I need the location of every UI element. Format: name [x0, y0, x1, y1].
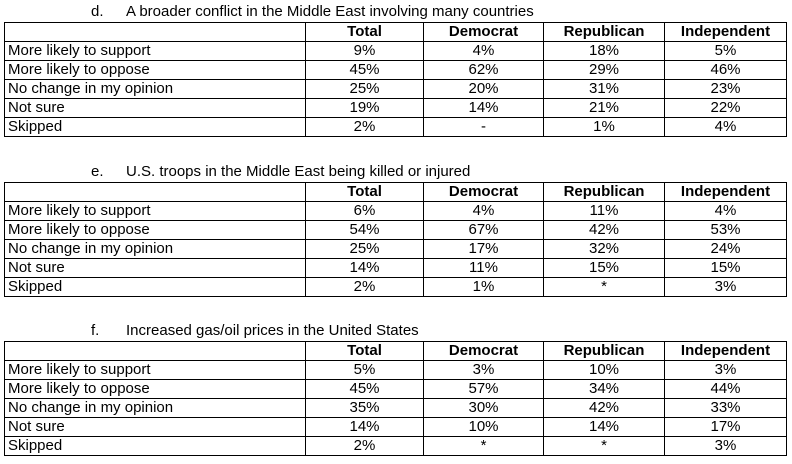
- cell-republican: 42%: [544, 399, 665, 418]
- table-row: [5, 80, 787, 99]
- cell-independent: 4%: [665, 118, 787, 137]
- cell-republican: 32%: [544, 240, 665, 259]
- section-letter: d.: [91, 3, 104, 20]
- cell-total: 25%: [306, 80, 424, 99]
- section-heading: [0, 321, 792, 341]
- header-democrat: Democrat: [424, 23, 544, 42]
- cell-total: 45%: [306, 61, 424, 80]
- cell-democrat: 3%: [424, 361, 544, 380]
- header-blank: [5, 23, 306, 42]
- cell-independent: 3%: [665, 278, 787, 297]
- header-republican: Republican: [544, 23, 665, 42]
- cell-democrat: 11%: [424, 259, 544, 278]
- row-label: Not sure: [5, 99, 306, 118]
- results-table: [4, 341, 787, 456]
- cell-total: 5%: [306, 361, 424, 380]
- cell-independent: 23%: [665, 80, 787, 99]
- cell-independent: 44%: [665, 380, 787, 399]
- cell-total: 14%: [306, 418, 424, 437]
- cell-democrat: 4%: [424, 42, 544, 61]
- header-independent: Independent: [665, 23, 787, 42]
- cell-independent: 46%: [665, 61, 787, 80]
- results-table: [4, 22, 787, 137]
- table-row: [5, 42, 787, 61]
- cell-independent: 4%: [665, 202, 787, 221]
- cell-democrat: 62%: [424, 61, 544, 80]
- row-label: No change in my opinion: [5, 80, 306, 99]
- cell-total: 6%: [306, 202, 424, 221]
- row-label: More likely to oppose: [5, 221, 306, 240]
- section-e: [0, 162, 792, 295]
- cell-independent: 24%: [665, 240, 787, 259]
- cell-democrat: 20%: [424, 80, 544, 99]
- table-row: [5, 202, 787, 221]
- header-blank: [5, 342, 306, 361]
- cell-democrat: 4%: [424, 202, 544, 221]
- header-total: Total: [306, 183, 424, 202]
- cell-republican: 11%: [544, 202, 665, 221]
- cell-democrat: 10%: [424, 418, 544, 437]
- table-row: [5, 118, 787, 137]
- row-label: Skipped: [5, 278, 306, 297]
- table-row: [5, 221, 787, 240]
- row-label: More likely to oppose: [5, 61, 306, 80]
- cell-democrat: 30%: [424, 399, 544, 418]
- section-f: [0, 321, 792, 454]
- section-letter: f.: [91, 322, 100, 339]
- section-d: [0, 2, 792, 135]
- section-title: A broader conflict in the Middle East involving many countries: [126, 3, 534, 20]
- cell-republican: *: [544, 278, 665, 297]
- section-letter: e.: [91, 163, 104, 180]
- cell-democrat: 1%: [424, 278, 544, 297]
- cell-total: 9%: [306, 42, 424, 61]
- cell-total: 2%: [306, 437, 424, 456]
- cell-republican: 10%: [544, 361, 665, 380]
- table-row: [5, 437, 787, 456]
- cell-total: 35%: [306, 399, 424, 418]
- section-heading: [0, 162, 792, 182]
- cell-total: 19%: [306, 99, 424, 118]
- table-row: [5, 278, 787, 297]
- cell-total: 2%: [306, 118, 424, 137]
- cell-republican: 15%: [544, 259, 665, 278]
- table-row: [5, 61, 787, 80]
- section-title: Increased gas/oil prices in the United States: [126, 322, 419, 339]
- cell-republican: 18%: [544, 42, 665, 61]
- row-label: More likely to support: [5, 361, 306, 380]
- header-total: Total: [306, 342, 424, 361]
- row-label: Skipped: [5, 437, 306, 456]
- header-row: [5, 183, 787, 202]
- cell-total: 14%: [306, 259, 424, 278]
- header-row: [5, 342, 787, 361]
- cell-democrat: 17%: [424, 240, 544, 259]
- cell-independent: 3%: [665, 437, 787, 456]
- cell-democrat: *: [424, 437, 544, 456]
- header-blank: [5, 183, 306, 202]
- table-row: [5, 99, 787, 118]
- cell-republican: *: [544, 437, 665, 456]
- table-row: [5, 259, 787, 278]
- cell-republican: 42%: [544, 221, 665, 240]
- header-republican: Republican: [544, 183, 665, 202]
- cell-independent: 22%: [665, 99, 787, 118]
- row-label: Not sure: [5, 418, 306, 437]
- cell-republican: 31%: [544, 80, 665, 99]
- row-label: No change in my opinion: [5, 240, 306, 259]
- row-label: Not sure: [5, 259, 306, 278]
- table-row: [5, 399, 787, 418]
- cell-total: 2%: [306, 278, 424, 297]
- cell-independent: 53%: [665, 221, 787, 240]
- cell-democrat: 67%: [424, 221, 544, 240]
- cell-republican: 34%: [544, 380, 665, 399]
- table-row: [5, 361, 787, 380]
- cell-independent: 15%: [665, 259, 787, 278]
- header-republican: Republican: [544, 342, 665, 361]
- results-table: [4, 182, 787, 297]
- cell-republican: 14%: [544, 418, 665, 437]
- header-democrat: Democrat: [424, 342, 544, 361]
- cell-independent: 3%: [665, 361, 787, 380]
- cell-democrat: 14%: [424, 99, 544, 118]
- row-label: More likely to oppose: [5, 380, 306, 399]
- cell-independent: 33%: [665, 399, 787, 418]
- header-row: [5, 23, 787, 42]
- section-heading: [0, 2, 792, 22]
- cell-democrat: -: [424, 118, 544, 137]
- cell-republican: 1%: [544, 118, 665, 137]
- header-independent: Independent: [665, 183, 787, 202]
- table-row: [5, 240, 787, 259]
- row-label: More likely to support: [5, 202, 306, 221]
- cell-independent: 17%: [665, 418, 787, 437]
- cell-republican: 29%: [544, 61, 665, 80]
- header-democrat: Democrat: [424, 183, 544, 202]
- table-row: [5, 380, 787, 399]
- table-row: [5, 418, 787, 437]
- section-title: U.S. troops in the Middle East being killed or injured: [126, 163, 471, 180]
- cell-total: 54%: [306, 221, 424, 240]
- cell-republican: 21%: [544, 99, 665, 118]
- row-label: Skipped: [5, 118, 306, 137]
- row-label: More likely to support: [5, 42, 306, 61]
- header-independent: Independent: [665, 342, 787, 361]
- cell-total: 25%: [306, 240, 424, 259]
- row-label: No change in my opinion: [5, 399, 306, 418]
- header-total: Total: [306, 23, 424, 42]
- cell-independent: 5%: [665, 42, 787, 61]
- cell-total: 45%: [306, 380, 424, 399]
- cell-democrat: 57%: [424, 380, 544, 399]
